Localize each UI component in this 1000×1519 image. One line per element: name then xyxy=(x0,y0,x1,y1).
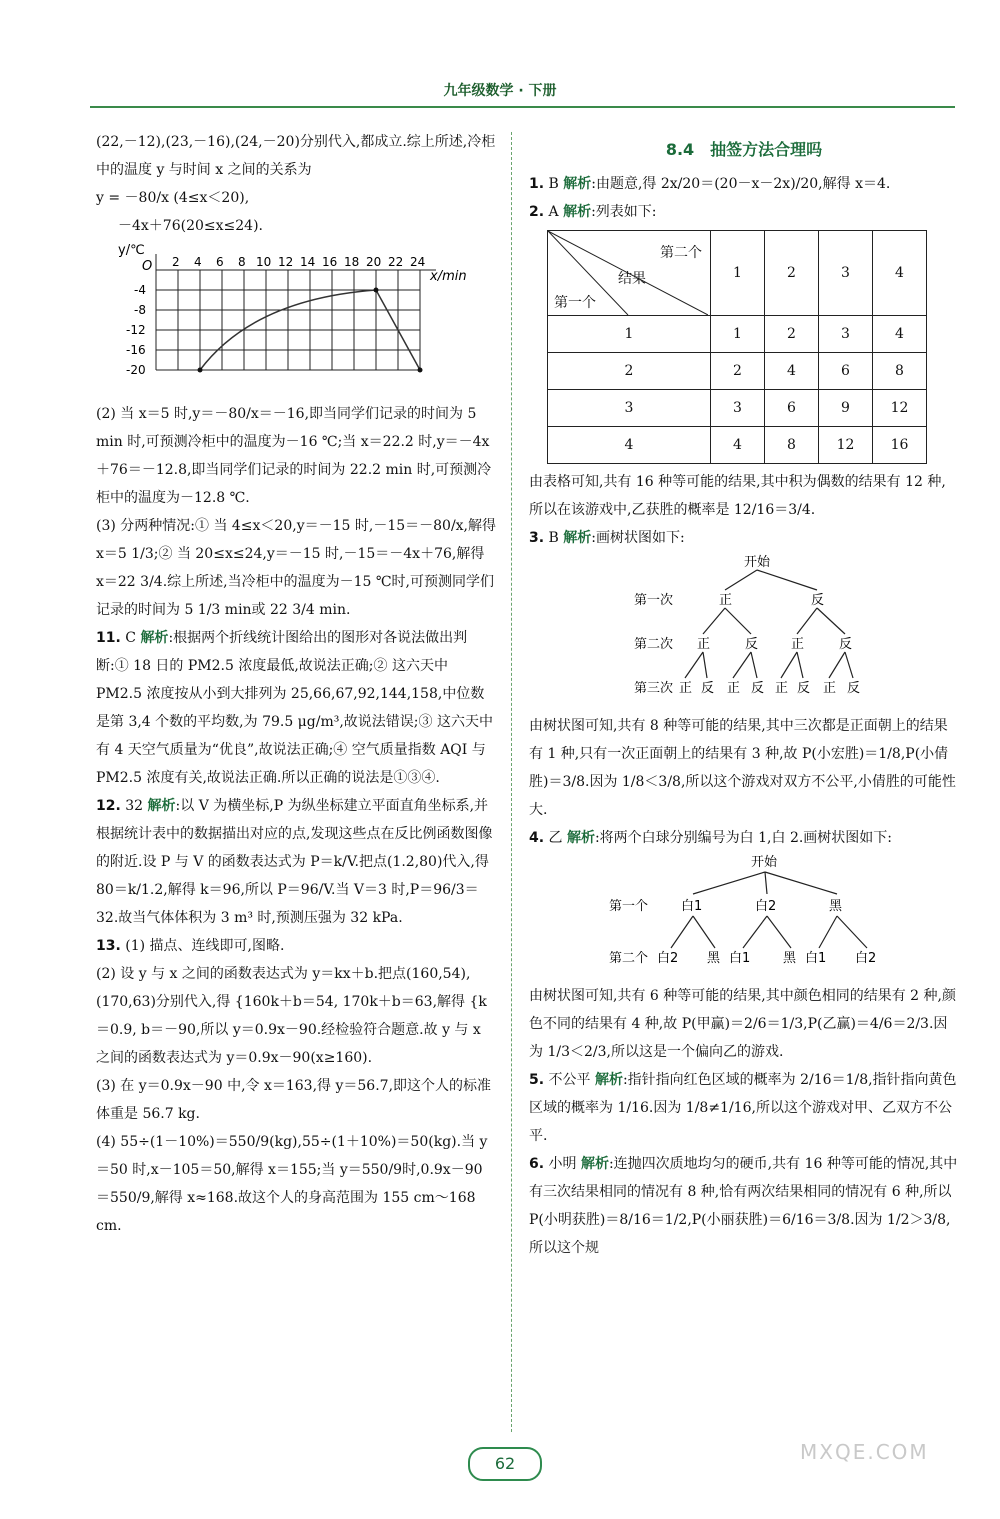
col-header: 4 xyxy=(873,231,927,316)
tree-start: 开始 xyxy=(744,555,771,570)
q3-text: :画树状图如下: xyxy=(591,530,685,546)
tree-row-label: 第二次 xyxy=(634,637,674,652)
q12-number: 12. xyxy=(96,798,121,814)
q13-part-1: (1) 描点、连线即可,图略. xyxy=(125,938,285,954)
q13-number: 13. xyxy=(96,938,121,954)
page-header: 九年级数学 · 下册 xyxy=(443,83,557,99)
q11-keyword: 解析 xyxy=(140,630,169,646)
q4-keyword: 解析 xyxy=(566,830,595,846)
x-tick: 22 xyxy=(388,255,404,269)
tree-leaf: 反 xyxy=(847,681,861,696)
table-cell: 6 xyxy=(819,353,873,390)
coin-tree-diagram xyxy=(529,552,949,702)
graph-x-label: x/min xyxy=(430,269,467,284)
intro-text: (22,－12),(23,－16),(24,－20)分别代入,都成立.综上所述,冷柜中的温度 y 与时间 x 之间的关系为 xyxy=(96,134,496,178)
corner-top: 第二个 xyxy=(660,245,702,261)
x-tick: 20 xyxy=(366,255,382,269)
row-header: 3 xyxy=(548,390,711,427)
table-cell: 1 xyxy=(711,316,765,353)
tree-leaf: 白2 xyxy=(657,951,679,966)
page-number: 62 xyxy=(468,1447,542,1481)
q11-answer: C xyxy=(125,630,136,646)
row-header: 4 xyxy=(548,427,711,464)
table-cell: 16 xyxy=(873,427,927,464)
q5-text: :指针指向红色区域的概率为 2/16＝1/8,指针指向黄色区域的概率为 1/16.因为 1/8≠1/16,所以这个游戏对甲、乙双方不公平. xyxy=(529,1072,957,1144)
tree-node: 反 xyxy=(811,593,825,608)
tree-leaf: 反 xyxy=(701,681,715,696)
q3-answer: B xyxy=(548,530,559,546)
q2-answer: A xyxy=(548,204,559,220)
table-cell: 6 xyxy=(765,390,819,427)
temperature-graph xyxy=(96,240,476,390)
q6-keyword: 解析 xyxy=(580,1156,609,1172)
tree-leaf: 正 xyxy=(679,681,693,696)
tree-node: 正 xyxy=(697,637,711,652)
q4-text: :将两个白球分别编号为白 1,白 2.画树状图如下: xyxy=(594,830,893,846)
q4-answer: 乙 xyxy=(548,830,563,846)
question-3 xyxy=(529,524,959,552)
tree-node: 黑 xyxy=(829,899,843,914)
y-tick: -20 xyxy=(126,363,146,377)
column-divider xyxy=(511,132,512,1432)
col-header: 3 xyxy=(819,231,873,316)
question-6 xyxy=(529,1150,959,1262)
question-11 xyxy=(96,624,496,792)
q3-keyword: 解析 xyxy=(563,530,592,546)
table-row xyxy=(548,390,927,427)
x-tick: 12 xyxy=(278,255,294,269)
q2-text: :列表如下: xyxy=(591,204,657,220)
q11-text: :根据两个折线统计图给出的图形对各说法做出判断:① 18 日的 PM2.5 浓度最低,故说法正确;② 这六天中 PM2.5 浓度按从小到大排列为 25,66,67,92,144,158,中位数是第 3,4 个数的平均数,为 79.5 μg/m³,故说法错误;③ 这六天中有 4 天空气质量为“优良”,故说法正确;④ 空气质量指数 AQI 与PM2.5 浓度有关,故说法正确.所以正确的说法是①③④. xyxy=(96,630,493,786)
ball-tree-diagram xyxy=(529,852,949,972)
q1-answer: B xyxy=(548,176,559,192)
tree-row-label: 第一次 xyxy=(634,593,674,608)
x-tick: 14 xyxy=(300,255,316,269)
tree-leaf: 黑 xyxy=(707,951,721,966)
row-header: 2 xyxy=(548,353,711,390)
question-12 xyxy=(96,792,496,932)
table-corner xyxy=(548,231,711,316)
answer-part-3: (3) 分两种情况:① 当 4≤x＜20,y＝－15 时,－15＝－80/x,解得 x＝5 1/3;② 当 20≤x≤24,y＝－15 时,－15＝－4x＋76,解得 x＝22 3/4.综上所述,当冷柜中的温度为－15 ℃时,可预测同学们记录的时间为 5 1/3 min或 22 3/4 min. xyxy=(96,518,497,618)
q1-text: :由题意,得 2x/20＝(20－x－2x)/20,解得 x＝4. xyxy=(591,176,891,192)
q13-part-2: (2) 设 y 与 x 之间的函数表达式为 y＝kx＋b.把点(160,54),(170,63)分别代入,得 {160k＋b＝54, 170k＋b＝63,解得 {k＝0.9, b＝－90,所以 y＝0.9x－90.经检验符合题意.故 y 与 x 之间的函数表达式为 y＝0.9x－90(x≥160). xyxy=(96,966,487,1066)
tree-leaf: 正 xyxy=(823,681,837,696)
x-tick: 10 xyxy=(256,255,272,269)
tree-leaf: 黑 xyxy=(783,951,797,966)
table-cell: 12 xyxy=(819,427,873,464)
tree-leaf: 白1 xyxy=(729,951,751,966)
q12-text: :以 V 为横坐标,P 为纵坐标建立平面直角坐标系,并根据统计表中的数据描出对应的点,发现这些点在反比例函数图像的附近.设 P 与 V 的函数表达式为 P＝k/V.把点(1.2,80)代入,得 80＝k/1.2,解得 k＝96,所以 P＝96/V.当 V＝3 时,P＝96/3＝32.故当气体体积为 3 m³ 时,预测压强为 32 kPa. xyxy=(96,798,493,926)
graph-point xyxy=(418,368,423,373)
table-row xyxy=(548,427,927,464)
graph-origin: O xyxy=(142,259,153,274)
x-tick: 16 xyxy=(322,255,338,269)
q3-number: 3. xyxy=(529,530,545,546)
table-cell: 9 xyxy=(819,390,873,427)
q6-text: :连抛四次质地均匀的硬币,共有 16 种等可能的情况,其中有三次结果相同的情况有 8 种,恰有两次结果相同的情况有 6 种,所以 P(小明获胜)＝8/16＝1/2,P(小丽获胜)＝6/16＝3/8.因为 1/2＞3/8,所以这个规 xyxy=(529,1156,958,1256)
q11-number: 11. xyxy=(96,630,121,646)
q5-keyword: 解析 xyxy=(594,1072,623,1088)
table-cell: 8 xyxy=(765,427,819,464)
x-tick: 24 xyxy=(410,255,426,269)
y-tick: -8 xyxy=(134,303,146,317)
x-tick: 2 xyxy=(172,255,180,269)
corner-bottom: 第一个 xyxy=(554,295,596,311)
x-tick: 18 xyxy=(344,255,360,269)
y-tick: -12 xyxy=(126,323,146,337)
tree-node: 白1 xyxy=(681,899,703,914)
q12-keyword: 解析 xyxy=(147,798,176,814)
q2-conclusion: 由表格可知,共有 16 种等可能的结果,其中积为偶数的结果有 12 种,所以在该游戏中,乙获胜的概率是 12/16＝3/4. xyxy=(529,474,946,518)
graph-point xyxy=(198,368,203,373)
col-header: 2 xyxy=(765,231,819,316)
question-1 xyxy=(529,170,959,198)
piecewise-line-2: －4x＋76(20≤x≤24). xyxy=(118,218,263,234)
q5-number: 5. xyxy=(529,1072,545,1088)
question-4 xyxy=(529,824,959,852)
tree-row-label: 第三次 xyxy=(634,681,674,696)
graph-point xyxy=(374,288,379,293)
tree-row-label: 第一个 xyxy=(609,899,649,914)
tree-row-label: 第二个 xyxy=(609,951,649,966)
question-2 xyxy=(529,198,959,226)
table-cell: 3 xyxy=(819,316,873,353)
q3-conclusion: 由树状图可知,共有 8 种等可能的结果,其中三次都是正面朝上的结果有 1 种,只有一次正面朝上的结果有 3 种,故 P(小宏胜)＝1/8,P(小倩胜)＝3/8.因为 1/8＜3/8,所以这个游戏对双方不公平,小倩胜的可能性大. xyxy=(529,718,956,818)
piecewise-line-1: y = －80/x (4≤x＜20), xyxy=(96,190,250,206)
tree-node: 正 xyxy=(791,637,805,652)
q5-answer: 不公平 xyxy=(548,1072,591,1088)
header-rule xyxy=(90,106,955,108)
y-tick: -4 xyxy=(134,283,146,297)
tree-leaf: 正 xyxy=(775,681,789,696)
question-5 xyxy=(529,1066,959,1150)
q6-number: 6. xyxy=(529,1156,545,1172)
table-row xyxy=(548,316,927,353)
q13-part-4: (4) 55÷(1－10%)＝550/9(kg),55÷(1＋10%)＝50(kg).当 y＝50 时,x－105＝50,解得 x＝155;当 y＝550/9时,0.9x－90＝550/9,解得 x≈168.故这个人的身高范围为 155 cm～168 cm. xyxy=(96,1134,488,1234)
q12-answer: 32 xyxy=(125,798,144,814)
watermark: MXQE.COM xyxy=(800,1440,929,1464)
x-tick: 4 xyxy=(194,255,202,269)
tree-leaf: 反 xyxy=(751,681,765,696)
q13-part-3: (3) 在 y＝0.9x－90 中,令 x＝163,得 y＝56.7,即这个人的标准体重是 56.7 kg. xyxy=(96,1078,492,1122)
product-table xyxy=(547,230,927,464)
tree-node: 白2 xyxy=(755,899,777,914)
question-13 xyxy=(96,932,496,960)
table-cell: 2 xyxy=(711,353,765,390)
table-cell: 8 xyxy=(873,353,927,390)
answer-part-2: (2) 当 x＝5 时,y＝－80/x＝－16,即当同学们记录的时间为 5 min 时,可预测冷柜中的温度为－16 ℃;当 x＝22.2 时,y＝－4x＋76＝－12.8,即当同学们记录的时间为 22.2 min 时,可预测冷柜中的温度为－12.8 ℃. xyxy=(96,406,492,506)
table-cell: 3 xyxy=(711,390,765,427)
table-row xyxy=(548,353,927,390)
q4-number: 4. xyxy=(529,830,545,846)
tree-node: 反 xyxy=(745,637,759,652)
table-cell: 4 xyxy=(873,316,927,353)
table-cell: 4 xyxy=(711,427,765,464)
q2-number: 2. xyxy=(529,204,545,220)
q4-conclusion: 由树状图可知,共有 6 种等可能的结果,其中颜色相同的结果有 2 种,颜色不同的结果有 4 种,故 P(甲赢)＝2/6＝1/3,P(乙赢)＝4/6＝2/3.因为 1/3＜2/3,所以这是一个偏向乙的游戏. xyxy=(529,988,956,1060)
tree-leaf: 白2 xyxy=(855,951,877,966)
x-tick: 6 xyxy=(216,255,224,269)
tree-leaf: 白1 xyxy=(805,951,827,966)
table-cell: 2 xyxy=(765,316,819,353)
table-cell: 12 xyxy=(873,390,927,427)
tree-node: 正 xyxy=(719,593,733,608)
row-header: 1 xyxy=(548,316,711,353)
left-column xyxy=(96,128,496,1240)
tree-leaf: 正 xyxy=(727,681,741,696)
tree-leaf: 反 xyxy=(797,681,811,696)
tree-start: 开始 xyxy=(751,855,778,870)
x-tick: 8 xyxy=(238,255,246,269)
section-title: 8.4 抽签方法合理吗 xyxy=(665,140,823,159)
tree-node: 反 xyxy=(839,637,853,652)
q6-answer: 小明 xyxy=(548,1156,577,1172)
col-header: 1 xyxy=(711,231,765,316)
corner-mid: 结果 xyxy=(618,271,646,287)
q1-keyword: 解析 xyxy=(563,176,592,192)
tree-branches xyxy=(685,570,853,678)
table-cell: 4 xyxy=(765,353,819,390)
q1-number: 1. xyxy=(529,176,545,192)
right-column xyxy=(529,128,959,1262)
y-tick: -16 xyxy=(126,343,146,357)
graph-y-label: y/℃ xyxy=(118,243,145,258)
q2-keyword: 解析 xyxy=(563,204,592,220)
